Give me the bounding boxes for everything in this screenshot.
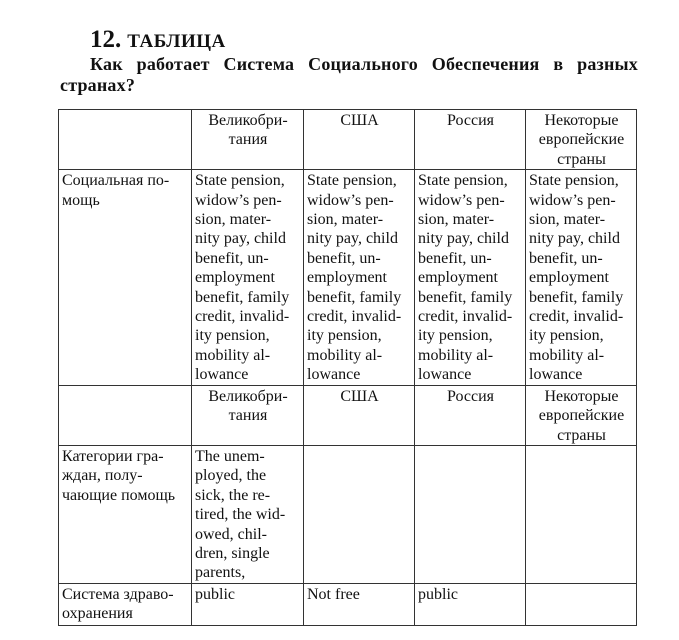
cell-healthcare-uk: public (192, 583, 304, 625)
table-row-healthcare (59, 583, 637, 625)
header-cell-russia: Россия (415, 110, 526, 170)
social-security-table (58, 109, 637, 626)
cell-social-help-russia: State pension, widow’s pen- sion, mater- nity pay, child benefit, un- employment benefit, family credit, invalid- ity pension, mobility al- lowance (415, 170, 526, 385)
header-cell-europe: Некоторые европейские страны (526, 110, 637, 170)
cell-social-help-uk: State pension, widow’s pen- sion, mater- nity pay, child benefit, un- employment benefit, family credit, invalid- ity pension, mobility al- lowance (192, 170, 304, 385)
cell-recipients-uk: The unem- ployed, the sick, the re- tired, the wid- owed, chil- dren, single parents, (192, 445, 304, 583)
header2-empty-cell (59, 385, 192, 445)
cell-healthcare-russia: public (415, 583, 526, 625)
page-title (90, 26, 226, 56)
cell-social-help-usa: State pension, widow’s pen- sion, mater- nity pay, child benefit, un- employment benefit, family credit, invalid- ity pension, mobility al- lowance (304, 170, 415, 385)
table-row-recipients (59, 445, 637, 583)
header-row-repeat (59, 385, 637, 445)
header2-cell-russia: Россия (415, 385, 526, 445)
row-label-healthcare: Система здраво- охранения (59, 583, 192, 625)
header-cell-usa: США (304, 110, 415, 170)
cell-recipients-europe (526, 445, 637, 583)
row-label-recipients: Категории гра- ждан, полу- чающие помощь (59, 445, 192, 583)
table-row-social-help (59, 170, 637, 385)
table-question: Как работает Система Социального Обеспечения в разных странах? (60, 54, 638, 95)
cell-recipients-russia (415, 445, 526, 583)
cell-healthcare-usa: Not free (304, 583, 415, 625)
section-number: 12. (90, 26, 122, 53)
row-label-social-help: Социальная по- мощь (59, 170, 192, 385)
cell-recipients-usa (304, 445, 415, 583)
header-empty-cell (59, 110, 192, 170)
header-cell-uk: Великобри- тания (192, 110, 304, 170)
header-row (59, 110, 637, 170)
header2-cell-europe: Некоторые европейские страны (526, 385, 637, 445)
header2-cell-uk: Великобри- тания (192, 385, 304, 445)
cell-social-help-europe: State pension, widow’s pen- sion, mater- nity pay, child benefit, un- employment benefit, family credit, invalid- ity pension, mobility al- lowance (526, 170, 637, 385)
cell-healthcare-europe (526, 583, 637, 625)
header2-cell-usa: США (304, 385, 415, 445)
section-word: ТАБЛИЦА (127, 31, 226, 52)
